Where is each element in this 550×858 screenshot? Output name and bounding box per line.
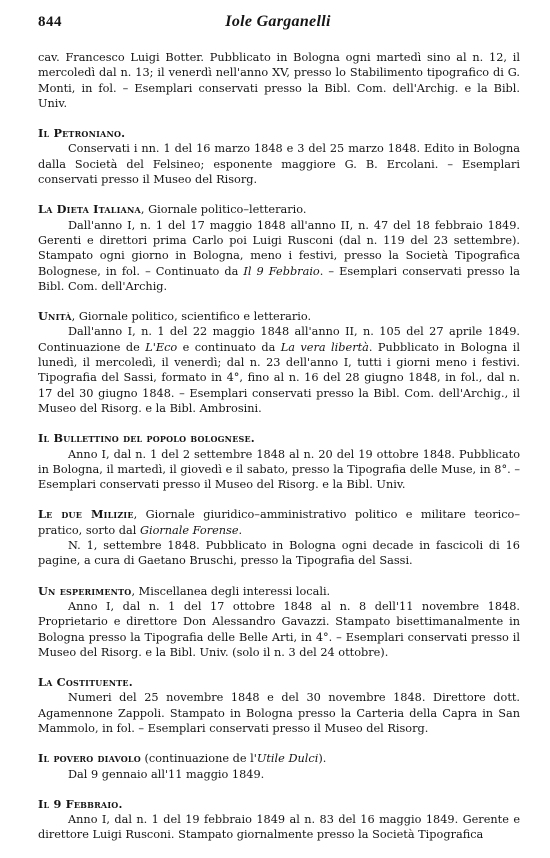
entry-la-costituente: [38, 675, 520, 736]
entry-title: Le due Milizie: [38, 507, 134, 522]
entry-body: Anno I, dal n. 1 del 19 febbraio 1849 al n. 83 del 16 maggio 1849. Gerente e direttore Luigi Rusconi. Stampato giornalmente presso la Società Tipografica: [38, 813, 520, 842]
cross-reference: Giornale Forense: [139, 523, 239, 537]
entry-body: Dal 9 gennaio all'11 maggio 1849.: [68, 767, 265, 781]
entry-il-povero-diavolo: [38, 751, 520, 782]
body-text: Dall'anno I, n. 1 del 22 maggio 1848 all'anno II, n. 105 del 27 aprile 1849. Continuazione de: [38, 325, 520, 354]
page-header: [38, 14, 518, 36]
entry-heading: [38, 126, 520, 141]
page-number: 844: [38, 14, 62, 30]
entry-subtitle: , Giornale politico, scientifico e letterario.: [71, 310, 312, 324]
entry-body: Anno I, dal n. 1 del 2 settembre 1848 al n. 20 del 19 ottobre 1848. Pubblicato in Bologna, il martedì, il giovedì e il sabato, presso la Tipografia delle Muse, in 8°. – Esemplari conservati presso il Museo del Risorg. e la Bibl. Univ.: [38, 447, 520, 492]
cross-reference: L'Eco: [145, 340, 178, 354]
entry-body: Anno I, dal n. 1 del 17 ottobre 1848 al n. 8 dell'11 novembre 1848. Proprietario e direttore Don Alessandro Gavazzi. Stampato bisettimanalmente in Bologna presso la Tipografia delle Belle Arti, in 4°. – Esemplari conservati presso il Museo del Risorg. e la Bibl. Univ. (solo il n. 3 del 24 ottobre).: [38, 599, 520, 659]
entry-title: Il Petroniano.: [38, 126, 126, 141]
entry-body: [38, 218, 520, 294]
entry-body: [38, 324, 520, 416]
entry-il-bullettino: [38, 431, 520, 492]
entry-il-9-febbraio: [38, 797, 520, 843]
entry-continued: [38, 50, 520, 111]
entry-heading: [38, 309, 520, 324]
entry-heading: [38, 675, 520, 690]
entry-heading: [38, 202, 520, 217]
body-text: e continuato da: [177, 340, 281, 354]
entry-body: Numeri del 25 novembre 1848 e del 30 novembre 1848. Direttore dott. Agamennone Zappoli. Stampato in Bologna presso la Carteria della Capra in San Mammolo, in fol. – Esemplari conservati presso il Museo del Risorg.: [38, 691, 520, 735]
cross-reference: Utile Dulci: [256, 752, 319, 766]
entry-subtitle: .: [238, 523, 243, 537]
entry-heading: [38, 797, 520, 812]
entry-body: cav. Francesco Luigi Botter. Pubblicato in Bologna ogni martedì sino al n. 12, il mercoledì dal n. 13; il venerdì nell'anno XV, presso lo Stabilimento tipografico di G. Monti, in fol. – Esemplari conservati presso la Bibl. Com. dell'Archig. e la Bibl. Univ.: [38, 51, 520, 110]
cross-reference: La vera libertà: [280, 340, 369, 354]
body-text: . – Esemplari conservati presso la Bibl. Com. dell'Archig.: [38, 264, 520, 293]
entry-le-due-milizie: [38, 507, 520, 568]
entry-subtitle: , Miscellanea degli interessi locali.: [131, 584, 331, 598]
body-text: Dall'anno I, n. 1 del 17 maggio 1848 all'anno II, n. 47 del 18 febbraio 1849. Gerenti e direttori prima Carlo poi Luigi Rusconi (dal n. 119 del 23 settembre). Stampato ogni giorno in Bologna, meno i festivi, presso la Società Tipografica Bolognese, in fol. – Continuato da: [38, 218, 520, 278]
entry-subtitle: , Giornale giuridico–amministrativo politico e militare teorico–pratico, sorto dal: [38, 508, 521, 537]
entry-subtitle: , Giornale politico–letterario.: [140, 203, 307, 217]
entry-title: La Dieta Italiana: [38, 202, 141, 217]
entry-title: Unità: [38, 309, 72, 324]
entry-title: La Costituente.: [38, 675, 133, 690]
entry-body: N. 1, settembre 1848. Pubblicato in Bologna ogni decade in fascicoli di 16 pagine, a cura di Gaetano Bruschi, presso la Tipografia del Sassi.: [38, 539, 520, 568]
entry-title: Il Bullettino del popolo bolognese.: [38, 431, 255, 446]
body-text: . Pubblicato in Bologna il lunedì, il mercoledì, il venerdì; dal n. 23 dell'anno I, tutti i giorni meno i festivi. Tipografia del Sassi, formato in 4°, fino al n. 16 del 28 giugno 1848, in fol., dal n. 17 del 30 giugno 1848. – Esemplari conservati presso la Bibl. Com. dell'Archig., il Museo del Risorg. e la Bibl. Ambrosini.: [38, 340, 520, 415]
entry-la-dieta-italiana: [38, 202, 520, 294]
page-body: [38, 50, 520, 858]
entry-un-esperimento: [38, 584, 520, 660]
cross-reference: Il 9 Febbraio: [243, 264, 320, 278]
entry-unita: [38, 309, 520, 416]
entry-heading: [38, 584, 520, 599]
entry-heading: [38, 507, 520, 538]
entry-title: Il povero diavolo: [38, 751, 141, 766]
entry-title: Un esperimento: [38, 583, 132, 598]
entry-title: Il 9 Febbraio.: [38, 796, 123, 811]
entry-subtitle: ).: [318, 752, 327, 766]
entry-heading: [38, 751, 520, 766]
entry-body: Conservati i nn. 1 del 16 marzo 1848 e 3 del 25 marzo 1848. Edito in Bologna dalla Società del Felsineo; esponente maggiore G. B. Ercolani. – Esemplari conservati presso il Museo del Risorg.: [38, 142, 520, 187]
entry-subtitle: (continuazione de l': [140, 752, 257, 766]
running-title: Iole Garganelli: [225, 13, 331, 30]
entry-heading: [38, 431, 520, 446]
entry-il-petroniano: [38, 126, 520, 187]
